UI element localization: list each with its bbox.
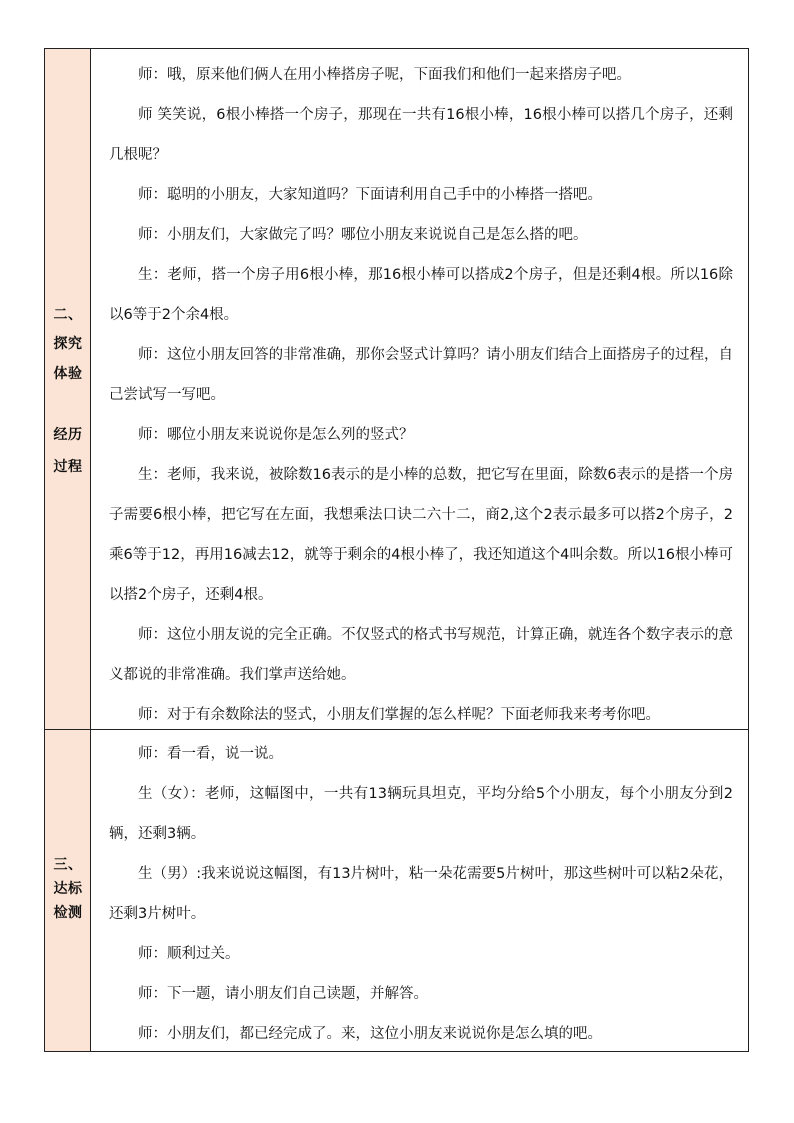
section-explore-label-cell	[45, 49, 91, 729]
section-explore-content	[91, 49, 748, 729]
section-check-label-cell	[45, 730, 91, 1051]
dialogue-paragraph: 师：哪位小朋友来说说你是怎么列的竖式？	[138, 427, 414, 443]
dialogue-paragraph: 师：聪明的小朋友，大家知道吗？下面请利用自己手中的小棒搭一搭吧。	[138, 187, 602, 203]
dialogue-paragraph: 师 笑笑说，6根小棒搭一个房子，那现在一共有16根小棒，16根小棒可以搭几个房子，还剩几根呢？	[109, 107, 733, 163]
dialogue-paragraph: 师：这位小朋友说的完全正确。不仅竖式的格式书写规范，计算正确，就连各个数字表示的意义都说的非常准确。我们掌声送给她。	[109, 627, 733, 683]
dialogue-paragraph: 师：小朋友们，大家做完了吗？哪位小朋友来说说自己是怎么搭的吧。	[138, 227, 588, 243]
section-explore-label-line: 探究	[53, 336, 83, 352]
section-check-label-line: 检测	[53, 905, 83, 921]
section-explore-label-line: 经历	[53, 427, 83, 443]
dialogue-paragraph: 师：哦，原来他们俩人在用小棒搭房子呢，下面我们和他们一起来搭房子吧。	[138, 67, 631, 83]
section-check-row	[45, 730, 748, 1051]
section-explore-label-line: 二、	[53, 307, 83, 323]
dialogue-paragraph: 生（女）：老师，这幅图中，一共有13辆玩具坦克，平均分给5个小朋友，每个小朋友分到2辆，还剩3辆。	[109, 786, 733, 842]
dialogue-paragraph: 师：小朋友们，都已经完成了。来，这位小朋友来说说你是怎么填的吧。	[138, 1026, 602, 1042]
section-explore-label-line: 过程	[53, 459, 83, 475]
dialogue-paragraph: 生（男）:我来说说这幅图，有13片树叶，粘一朵花需要5片树叶，那这些树叶可以粘2朵花，还剩3片树叶。	[109, 866, 733, 922]
dialogue-paragraph: 师：这位小朋友回答的非常准确，那你会竖式计算吗？请小朋友们结合上面搭房子的过程，自己尝试写一写吧。	[109, 347, 733, 403]
lesson-plan-table	[44, 48, 749, 1052]
dialogue-paragraph: 生：老师，我来说，被除数16表示的是小棒的总数，把它写在里面，除数6表示的是搭一个房子需要6根小棒，把它写在左面，我想乘法口诀二六十二，商2,这个2表示最多可以搭2个房子，2乘6等于12，再用16减去12，就等于剩余的4根小棒了，我还知道这个4叫余数。所以16根小棒可以搭2个房子，还剩4根。	[109, 467, 733, 603]
section-check-content	[91, 730, 748, 1051]
dialogue-paragraph: 生：老师，搭一个房子用6根小棒，那16根小棒可以搭成2个房子，但是还剩4根。所以16除以6等于2个余4根。	[109, 267, 733, 323]
dialogue-paragraph: 师：对于有余数除法的竖式，小朋友们掌握的怎么样呢？下面老师我来考考你吧。	[138, 707, 660, 723]
section-check-label-line: 达标	[53, 881, 83, 897]
dialogue-paragraph: 师：顺利过关。	[138, 946, 240, 962]
section-explore-row	[45, 49, 748, 730]
dialogue-paragraph: 师：看一看，说一说。	[138, 746, 283, 762]
section-explore-label-line: 体验	[53, 366, 83, 382]
dialogue-paragraph: 师：下一题，请小朋友们自己读题，并解答。	[138, 986, 428, 1002]
section-check-label-line: 三、	[53, 857, 83, 873]
